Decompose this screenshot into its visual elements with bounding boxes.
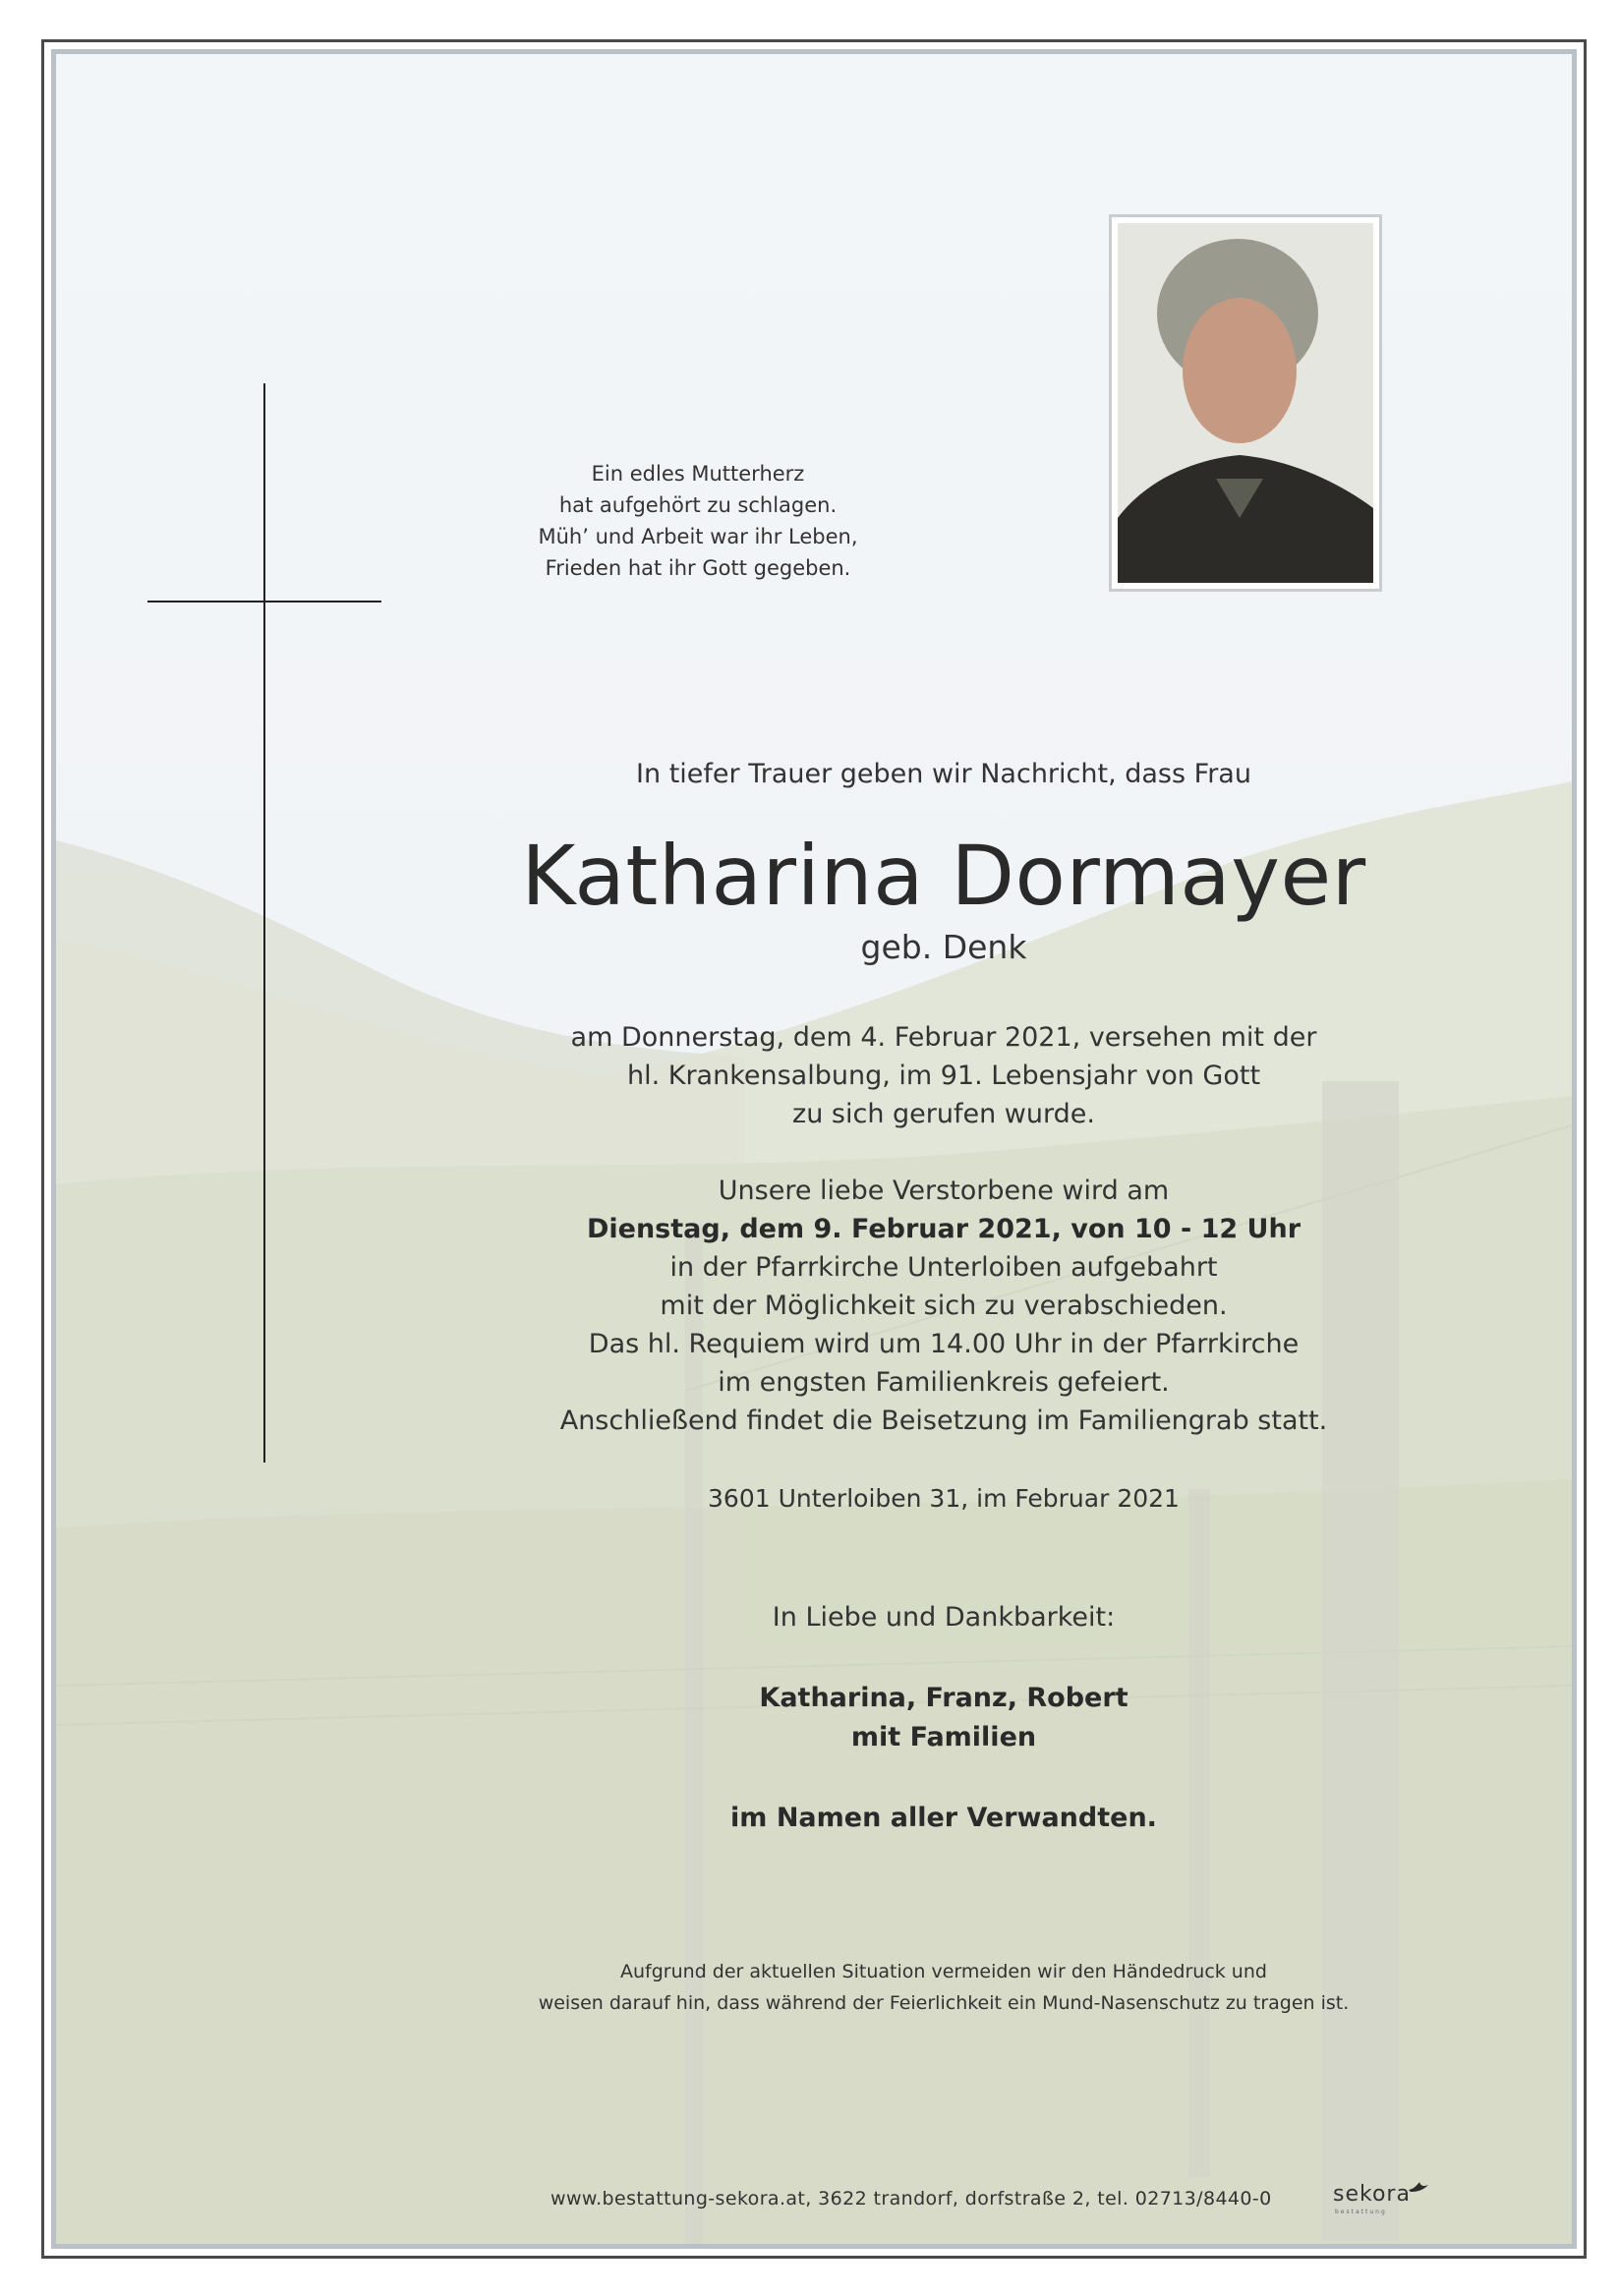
logo-name: sekora [1333, 2182, 1411, 2207]
notice-line: weisen darauf hin, dass während der Feierlichkeit ein Mund-Nasenschutz zu tragen ist. [538, 1992, 1350, 2014]
maiden-name: geb. Denk [860, 928, 1027, 966]
viewing-date: Dienstag, dem 9. Februar 2021, von 10 - 12 Uhr [586, 1214, 1302, 1244]
relatives-line: im Namen aller Verwandten. [730, 1803, 1157, 1833]
death-details [413, 1018, 1475, 1133]
deceased-name: Katharina Dormayer [521, 828, 1366, 924]
viewing-line: mit der Möglichkeit sich zu verabschieden. [660, 1291, 1228, 1321]
family-line: Katharina, Franz, Robert [759, 1683, 1128, 1713]
cross-horizontal-bar [147, 601, 381, 603]
viewing-details [413, 1172, 1475, 1440]
logo-subtitle: bestattung [1335, 2209, 1387, 2215]
burial-line: Anschließend findet die Beisetzung im Familiengrab statt. [559, 1406, 1328, 1436]
portrait-image [1118, 223, 1373, 583]
announcement-intro: In tiefer Trauer geben wir Nachricht, dass Frau [636, 759, 1251, 789]
viewing-line: Unsere liebe Verstorbene wird am [718, 1176, 1170, 1206]
requiem-line: Das hl. Requiem wird um 14.00 Uhr in der Pfarrkirche [588, 1329, 1300, 1359]
death-line: zu sich gerufen wurde. [792, 1099, 1095, 1129]
family-line: mit Familien [850, 1722, 1037, 1752]
death-line: am Donnerstag, dem 4. Februar 2021, versehen mit der [570, 1022, 1317, 1053]
notice-line: Aufgrund der aktuellen Situation vermeiden wir den Händedruck und [620, 1961, 1267, 1982]
memorial-verse: Ein edles Mutterherz hat aufgehört zu schlagen. Müh’ und Arbeit war ihr Leben, Frieden hat ihr Gott gegeben. [538, 462, 858, 580]
sekora-logo [1333, 2178, 1431, 2217]
cross-vertical-bar [263, 383, 265, 1463]
thanks-line: In Liebe und Dankbarkeit: [772, 1602, 1116, 1633]
viewing-line: in der Pfarrkirche Unterloiben aufgebahrt [669, 1252, 1218, 1283]
portrait-photo [1109, 214, 1382, 592]
family-names [413, 1679, 1475, 1757]
funeral-home-footer: www.bestattung-sekora.at, 3622 trandorf, dorfstraße 2, tel. 02713/8440-0 [550, 2188, 1272, 2210]
covid-notice [462, 1956, 1425, 2019]
death-line: hl. Krankensalbung, im 91. Lebensjahr von Gott [626, 1061, 1261, 1091]
requiem-line: im engsten Familienkreis gefeiert. [718, 1367, 1170, 1398]
bird-icon [1408, 2180, 1429, 2196]
place-and-date: 3601 Unterloiben 31, im Februar 2021 [708, 1484, 1180, 1513]
